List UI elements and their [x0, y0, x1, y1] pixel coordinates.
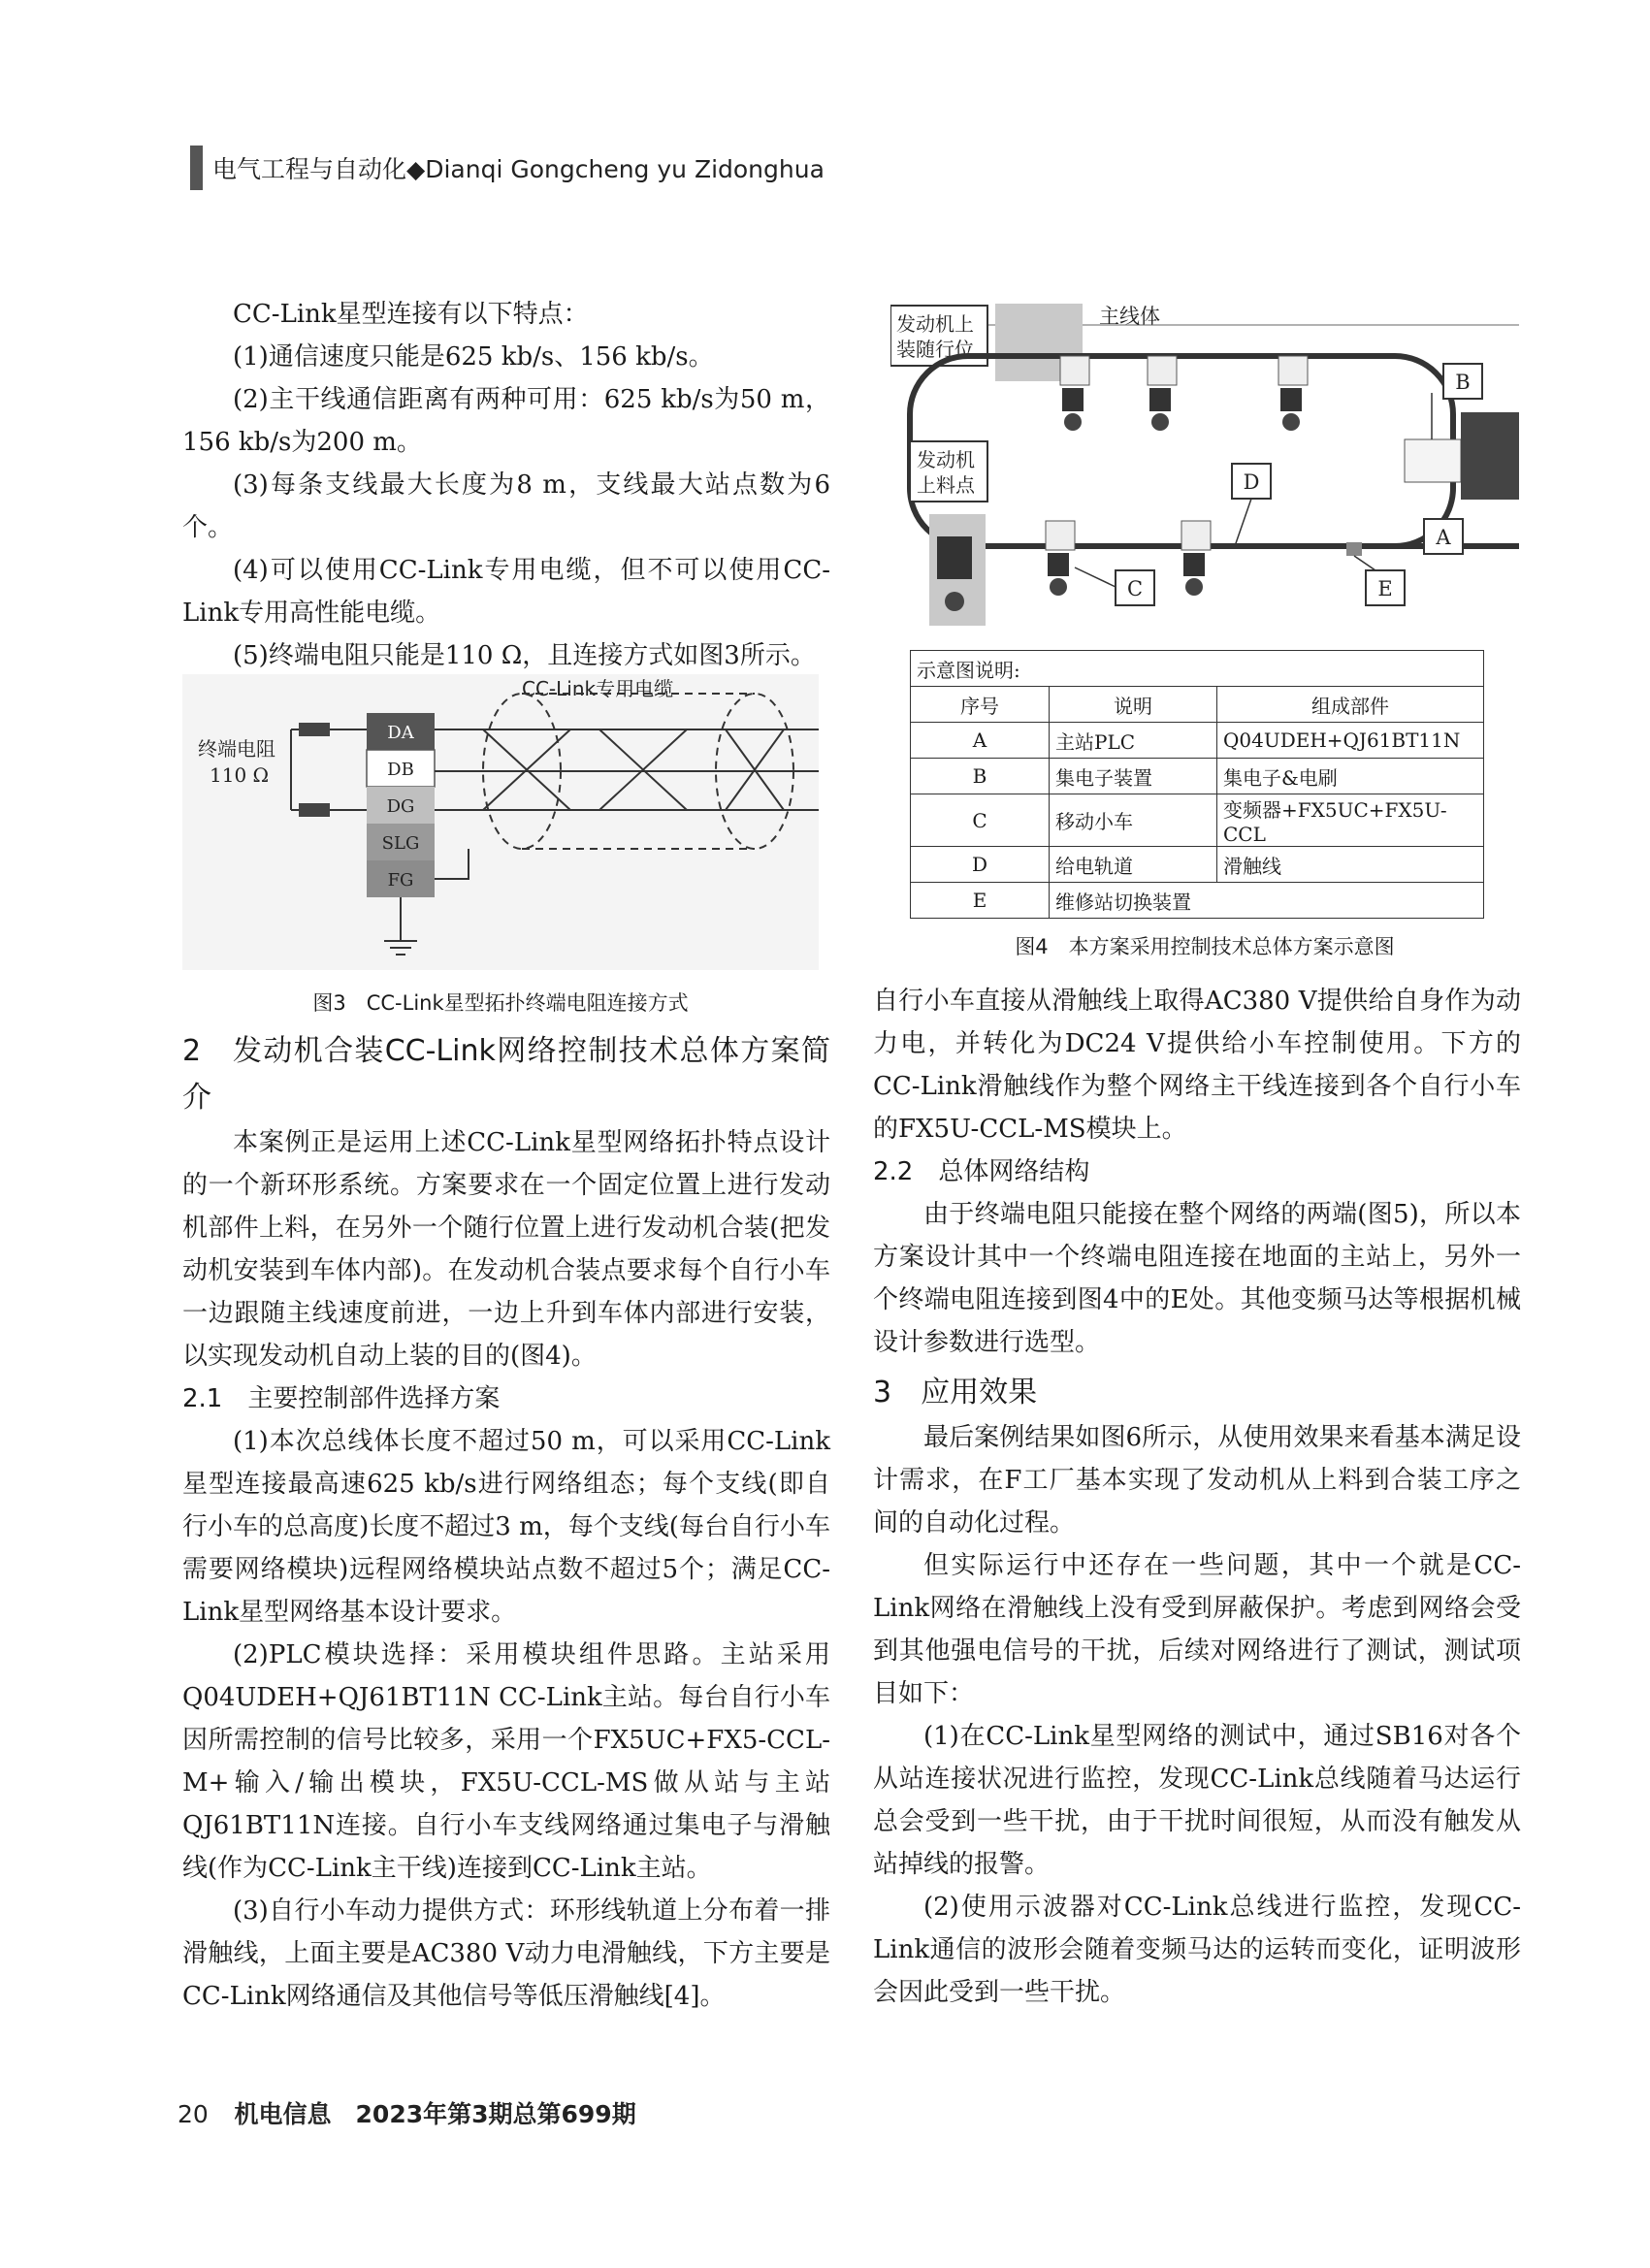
running-header — [190, 146, 825, 190]
legend-header: 说明 — [1050, 687, 1217, 723]
paragraph: (2)使用示波器对CC-Link总线进行监控，发现CC-Link通信的波形会随着变频马达的运转而变化，证明波形会因此受到一些干扰。 — [873, 1893, 1521, 2007]
paragraph: 由于终端电阻只能接在整个网络的两端(图5)，所以本方案设计其中一个终端电阻连接在地面的主站上，另外一个终端电阻连接到图4中的E处。其他变频马达等根据机械设计参数进行选型。 — [873, 1200, 1521, 1357]
section-heading: 2 发动机合装CC-Link网络控制技术总体方案简介 — [182, 1034, 830, 1115]
paragraph: (1)本次总线体长度不超过50 m，可以采用CC-Link星型连接最高速625 kb/s进行网络组态；每个支线(即自行小车的总高度)长度不超过3 m，每个支线(每台自行小车需要网络模块)远程网络模块站点数不超过5个；满足CC-Link星型网络基本设计要求。 — [182, 1427, 830, 1627]
fig4-label: 装随行位 — [896, 338, 974, 361]
legend-cell: B — [911, 759, 1050, 794]
journal-info: 机电信息 2023年第3期总第699期 — [234, 2100, 636, 2128]
paragraph: 自行小车直接从滑触线上取得AC380 V提供给自身作为动力电，并转化为DC24 V提供给小车控制使用。下方的CC-Link滑触线作为整个网络主干线连接到各个自行小车的FX5U-CCL-MS模块上。 — [873, 987, 1521, 1144]
left-column-top — [182, 293, 830, 677]
legend-cell: 集电子装置 — [1050, 759, 1217, 794]
legend-cell: 变频器+FX5UC+FX5U-CCL — [1217, 794, 1484, 847]
paragraph: 但实际运行中还存在一些问题，其中一个就是CC-Link网络在滑触线上没有受到屏蔽保护。考虑到网络会受到其他强电信号的干扰，后续对网络进行了测试，测试项目如下： — [873, 1551, 1521, 1708]
legend-cell: D — [911, 847, 1050, 883]
paragraph: (1)在CC-Link星型网络的测试中，通过SB16对各个从站连接状况进行监控，发现CC-Link总线随着马达运行总会受到一些干扰，由于干扰时间很短，从而没有触发从站掉线的报警。 — [873, 1722, 1521, 1879]
section-heading: 3 应用效果 — [873, 1376, 1038, 1409]
tag-c-label: C — [1126, 577, 1144, 600]
paragraph: 本案例正是运用上述CC-Link星型网络拓扑特点设计的一个新环形系统。方案要求在一个固定位置上进行发动机部件上料，在另外一个随行位置上进行发动机合装(把发动机安装到车体内部)。在发动机合装点要求每个自行小车一边跟随主线速度前进，一边上升到车体内部进行安装，以实现发动机自动上装的目的(图4)。 — [182, 1128, 830, 1371]
figure-3-diagram — [182, 674, 819, 970]
legend-cell: 维修站切换装置 — [1050, 883, 1484, 919]
load-station-motor — [945, 592, 964, 611]
switch-device — [1346, 542, 1362, 556]
paragraph: 最后案例结果如图6所示，从使用效果来看基本满足设计需求，在F工厂基本实现了发动机从上料到合装工序之间的自动化过程。 — [873, 1423, 1521, 1538]
resistor-icon — [299, 723, 330, 736]
legend-cell: 集电子&电刷 — [1217, 759, 1484, 794]
figure-4-legend — [910, 650, 1484, 919]
right-column — [873, 980, 1521, 2014]
paragraph: (2)PLC模块选择：采用模块组件思路。主站采用Q04UDEH+QJ61BT11N CC-Link主站。每台自行小车因所需控制的信号比较多，采用一个FX5UC+FX5-CCL-M+输入/输出模块，FX5U-CCL-MS做从站与主站QJ61BT11N连接。自行小车支线网络通过集电子与滑触线(作为CC-Link主干线)连接到CC-Link主站。 — [182, 1640, 830, 1883]
fig4-label: 上料点 — [917, 473, 975, 497]
terminal-label: DG — [386, 796, 415, 817]
paragraph: (2)主干线通信距离有两种可用：625 kb/s为50 m，156 kb/s为200 m。 — [182, 385, 830, 457]
left-column-bottom — [182, 1028, 830, 2018]
table-row — [911, 847, 1484, 883]
legend-header: 组成部件 — [1217, 687, 1484, 723]
load-station-unit — [937, 536, 972, 579]
figure-3-caption: 图3 CC-Link星型拓扑终端电阻连接方式 — [312, 991, 689, 1015]
legend-cell: 移动小车 — [1050, 794, 1217, 847]
table-row — [911, 883, 1484, 919]
terminal-label: SLG — [381, 833, 420, 854]
table-row — [911, 794, 1484, 847]
page-number: 20 — [178, 2100, 209, 2128]
legend-cell: 滑触线 — [1217, 847, 1484, 883]
header-title: 电气工程与自动化◆Dianqi Gongcheng yu Zidonghua — [212, 155, 825, 183]
paragraph: (3)每条支线最大长度为8 m，支线最大站点数为6个。 — [182, 470, 830, 542]
tag-e-label: E — [1377, 577, 1393, 600]
legend-table — [910, 650, 1484, 919]
legend-cell: 给电轨道 — [1050, 847, 1217, 883]
legend-cell: 主站PLC — [1050, 723, 1217, 759]
paragraph: (4)可以使用CC-Link专用电缆，但不可以使用CC-Link专用高性能电缆。 — [182, 556, 830, 628]
legend-cell: E — [911, 883, 1050, 919]
fig3-resistor-label-2: 110 Ω — [210, 763, 270, 787]
paragraph: CC-Link星型连接有以下特点： — [233, 300, 589, 329]
paragraph: (3)自行小车动力提供方式：环形线轨道上分布着一排滑触线，上面主要是AC380 V动力电滑触线，下方主要是CC-Link网络通信及其他信号等低压滑触线[4]。 — [182, 1896, 830, 2011]
subsection-heading: 2.1 主要控制部件选择方案 — [182, 1384, 501, 1413]
table-row — [911, 759, 1484, 794]
figure-4-diagram — [890, 296, 1519, 631]
terminal-label: FG — [387, 870, 414, 891]
paragraph: (1)通信速度只能是625 kb/s、156 kb/s。 — [233, 342, 714, 372]
legend-header: 序号 — [911, 687, 1050, 723]
legend-cell: C — [911, 794, 1050, 847]
fig3-background — [182, 674, 819, 970]
collector-device — [1405, 439, 1461, 482]
subsection-heading: 2.2 总体网络结构 — [873, 1157, 1090, 1186]
legend-cell: A — [911, 723, 1050, 759]
fig4-main-line-label: 主线体 — [1099, 305, 1160, 328]
tag-a-label: A — [1436, 526, 1451, 549]
fig4-label: 发动机上 — [896, 312, 974, 336]
table-row — [911, 723, 1484, 759]
page-footer — [178, 2095, 636, 2130]
terminal-label: DA — [387, 723, 414, 743]
tag-b-label: B — [1455, 371, 1471, 394]
paragraph: (5)终端电阻只能是110 Ω，且连接方式如图3所示。 — [233, 641, 816, 670]
fig3-cable-label: CC-Link专用电缆 — [522, 677, 674, 700]
header-bar — [190, 146, 203, 190]
resistor-icon — [299, 803, 330, 817]
legend-title: 示意图说明: — [911, 651, 1484, 687]
terminal-label: DB — [387, 760, 414, 780]
fig3-resistor-label-1: 终端电阻 — [198, 737, 275, 761]
tag-d-label: D — [1243, 470, 1260, 494]
legend-cell: Q04UDEH+QJ61BT11N — [1217, 723, 1484, 759]
fig4-label: 发动机 — [917, 448, 975, 471]
figure-4-caption: 图4 本方案采用控制技术总体方案示意图 — [1015, 935, 1395, 958]
master-plc — [1461, 412, 1519, 500]
